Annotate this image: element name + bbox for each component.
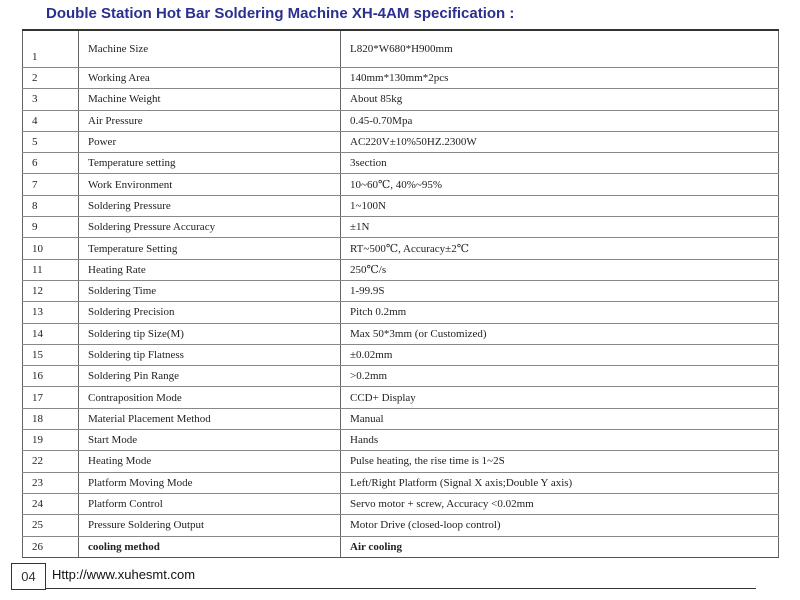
- table-row: [23, 259, 779, 280]
- table-row: [23, 472, 779, 493]
- spec-value: RT~500℃, Accuracy±2℃: [341, 238, 779, 259]
- website-url: Http://www.xuhesmt.com: [52, 567, 196, 582]
- row-number: 17: [23, 387, 79, 408]
- row-number: 19: [23, 430, 79, 451]
- spec-name: Soldering Time: [79, 280, 341, 301]
- spec-name: Start Mode: [79, 430, 341, 451]
- spec-value: Manual: [341, 408, 779, 429]
- table-row: [23, 344, 779, 365]
- spec-name: cooling method: [79, 536, 341, 557]
- row-number: 6: [23, 153, 79, 174]
- spec-value: Left/Right Platform (Signal X axis;Double Y axis): [341, 472, 779, 493]
- table-row: [23, 323, 779, 344]
- spec-name: Contraposition Mode: [79, 387, 341, 408]
- spec-value: Max 50*3mm (or Customized): [341, 323, 779, 344]
- table-row: [23, 217, 779, 238]
- table-row: [23, 30, 779, 68]
- row-number: 13: [23, 302, 79, 323]
- spec-name: Soldering tip Flatness: [79, 344, 341, 365]
- spec-value: Servo motor + screw, Accuracy <0.02mm: [341, 493, 779, 514]
- spec-value: ±0.02mm: [341, 344, 779, 365]
- spec-value: 1~100N: [341, 195, 779, 216]
- row-number: 22: [23, 451, 79, 472]
- row-number: 2: [23, 68, 79, 89]
- spec-name: Air Pressure: [79, 110, 341, 131]
- row-number: 4: [23, 110, 79, 131]
- row-number: 23: [23, 472, 79, 493]
- row-number: 12: [23, 280, 79, 301]
- spec-value: Motor Drive (closed-loop control): [341, 515, 779, 536]
- table-row: [23, 131, 779, 152]
- table-row: [23, 68, 779, 89]
- spec-name: Heating Mode: [79, 451, 341, 472]
- row-number: 11: [23, 259, 79, 280]
- spec-value: 250℃/s: [341, 259, 779, 280]
- spec-name: Soldering Pin Range: [79, 366, 341, 387]
- spec-name: Soldering tip Size(M): [79, 323, 341, 344]
- spec-name: Pressure Soldering Output: [79, 515, 341, 536]
- table-row: [23, 153, 779, 174]
- specification-table: [22, 29, 779, 558]
- row-number: 9: [23, 217, 79, 238]
- row-number: 5: [23, 131, 79, 152]
- spec-value: AC220V±10%50HZ.2300W: [341, 131, 779, 152]
- row-number: 8: [23, 195, 79, 216]
- spec-name: Power: [79, 131, 341, 152]
- spec-name: Platform Moving Mode: [79, 472, 341, 493]
- spec-value: Pulse heating, the rise time is 1~2S: [341, 451, 779, 472]
- spec-name: Temperature Setting: [79, 238, 341, 259]
- row-number: 10: [23, 238, 79, 259]
- spec-name: Work Environment: [79, 174, 341, 195]
- row-number: 26: [23, 536, 79, 557]
- table-row: [23, 515, 779, 536]
- spec-value: Air cooling: [341, 536, 779, 557]
- table-row: [23, 536, 779, 557]
- row-number: 15: [23, 344, 79, 365]
- spec-value: Pitch 0.2mm: [341, 302, 779, 323]
- spec-name: Temperature setting: [79, 153, 341, 174]
- row-number: 18: [23, 408, 79, 429]
- table-row: [23, 387, 779, 408]
- row-number: 14: [23, 323, 79, 344]
- row-number: 16: [23, 366, 79, 387]
- spec-value: L820*W680*H900mm: [341, 30, 779, 68]
- table-row: [23, 493, 779, 514]
- spec-name: Working Area: [79, 68, 341, 89]
- table-row: [23, 238, 779, 259]
- spec-name: Material Placement Method: [79, 408, 341, 429]
- spec-value: 140mm*130mm*2pcs: [341, 68, 779, 89]
- row-number: 25: [23, 515, 79, 536]
- spec-name: Machine Size: [79, 30, 341, 68]
- spec-value: 10~60℃, 40%~95%: [341, 174, 779, 195]
- spec-value: CCD+ Display: [341, 387, 779, 408]
- spec-value: Hands: [341, 430, 779, 451]
- spec-value: 0.45-0.70Mpa: [341, 110, 779, 131]
- table-row: [23, 174, 779, 195]
- table-row: [23, 302, 779, 323]
- spec-value: >0.2mm: [341, 366, 779, 387]
- table-row: [23, 408, 779, 429]
- spec-value: ±1N: [341, 217, 779, 238]
- spec-value: 3section: [341, 153, 779, 174]
- spec-name: Machine Weight: [79, 89, 341, 110]
- document-title: Double Station Hot Bar Soldering Machine XH-4AM specification :: [46, 5, 515, 22]
- table-row: [23, 451, 779, 472]
- table-row: [23, 280, 779, 301]
- row-number: 3: [23, 89, 79, 110]
- row-number: 7: [23, 174, 79, 195]
- row-number: 24: [23, 493, 79, 514]
- page-number: 04: [11, 563, 46, 590]
- table-row: [23, 195, 779, 216]
- spec-name: Soldering Pressure: [79, 195, 341, 216]
- spec-value: About 85kg: [341, 89, 779, 110]
- table-row: [23, 430, 779, 451]
- spec-value: 1-99.9S: [341, 280, 779, 301]
- footer-divider: [46, 588, 756, 589]
- spec-name: Soldering Precision: [79, 302, 341, 323]
- table-row: [23, 89, 779, 110]
- spec-name: Platform Control: [79, 493, 341, 514]
- spec-name: Soldering Pressure Accuracy: [79, 217, 341, 238]
- spec-name: Heating Rate: [79, 259, 341, 280]
- table-row: [23, 110, 779, 131]
- table-row: [23, 366, 779, 387]
- row-number: 1: [23, 30, 79, 68]
